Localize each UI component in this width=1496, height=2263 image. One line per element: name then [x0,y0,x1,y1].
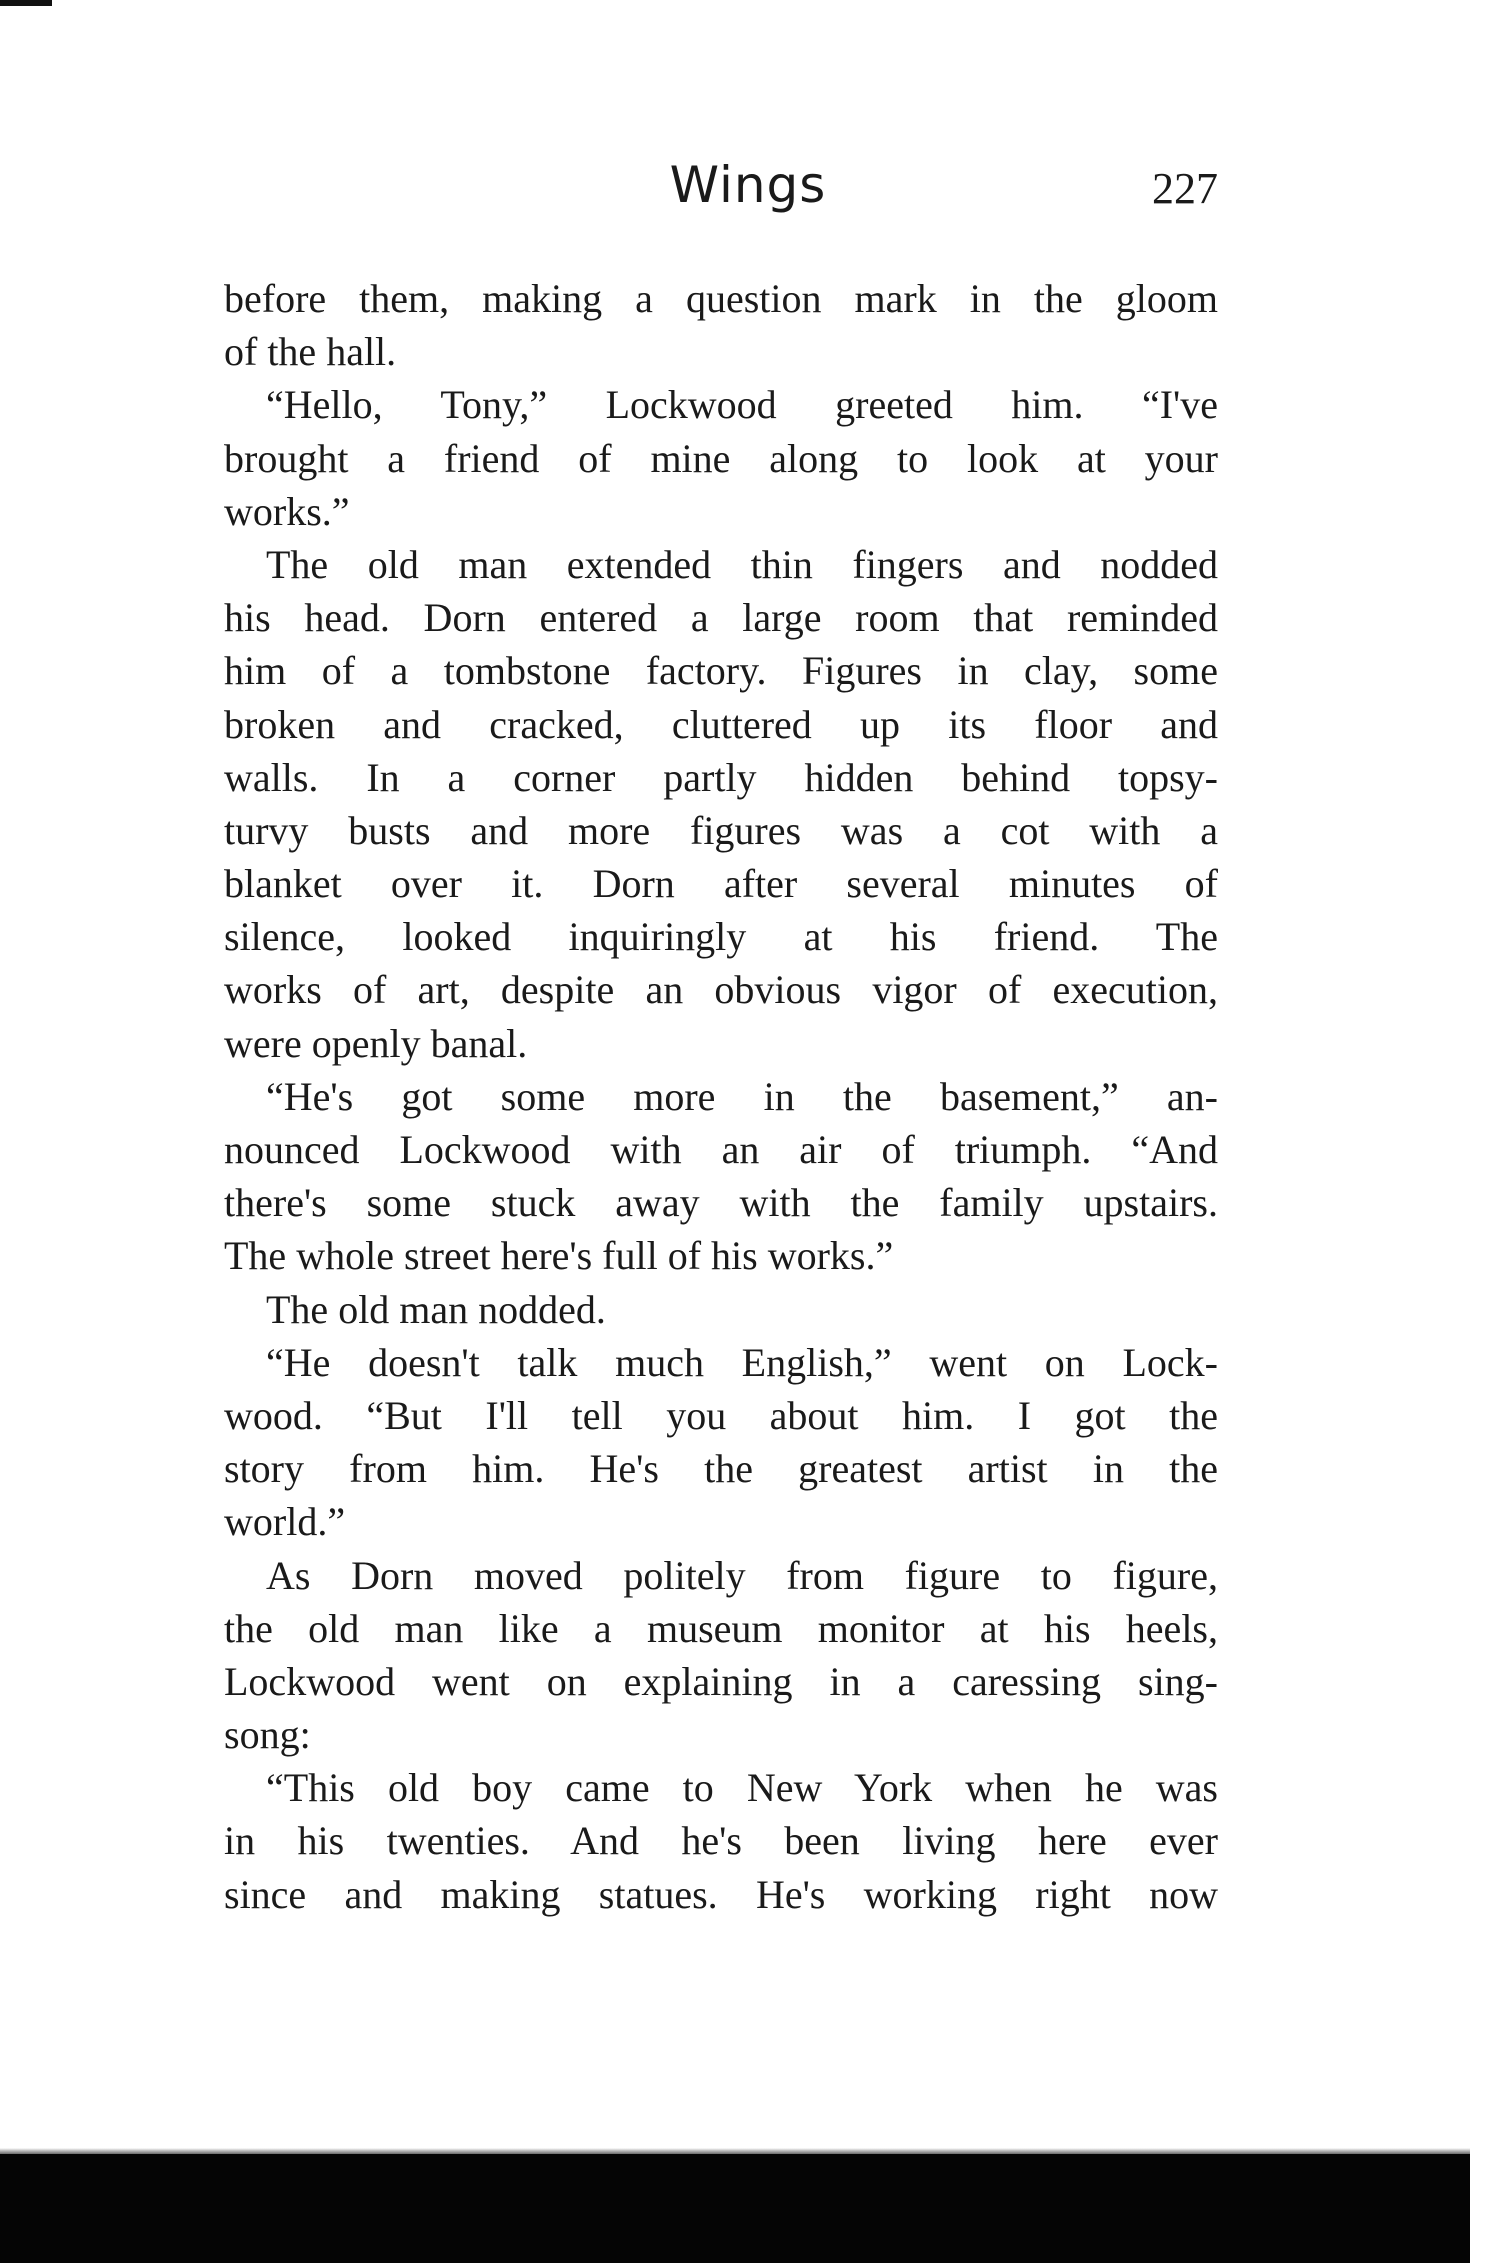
text-line: before them, making a question mark in the gloom [224,276,1218,321]
running-head [0,150,1496,220]
text-line: works of art, despite an obvious vigor of execution, [224,967,1218,1013]
text-line: “He's got some more in the basement,” an- [266,1073,1218,1119]
text-line: nounced Lockwood with an air of triumph. “And [224,1127,1218,1172]
text-line: “He doesn't talk much English,” went on Lock- [266,1339,1218,1385]
page-number: 227 [1152,164,1218,213]
text-line: The old man extended thin fingers and nodded [266,541,1218,587]
text-line: there's some stuck away with the family upstairs. [224,1180,1218,1226]
text-line: were openly banal. [224,1020,528,1066]
text-line: blanket over it. Dorn after several minutes of [224,861,1218,907]
text-line: The whole street here's full of his works.” [224,1233,894,1279]
text-line: “This old boy came to New York when he was [266,1765,1218,1811]
paragraph [224,1283,1218,1336]
text-line: turvy busts and more figures was a cot with a [224,807,1218,853]
text-line: him of a tombstone factory. Figures in clay, some [224,648,1218,694]
text-line: the old man like a museum monitor at his heels, [224,1605,1218,1651]
text-line: brought a friend of mine along to look at your [224,435,1218,481]
body-text [224,272,1218,1921]
paragraph [224,378,1218,538]
text-line: since and making statues. He's working right now [224,1871,1218,1917]
scan-corner-mark [0,0,52,6]
text-line: silence, looked inquiringly at his friend. The [224,914,1218,960]
text-line: his head. Dorn entered a large room that reminded [224,595,1218,641]
text-line: song: [224,1712,311,1758]
scan-bottom-bar [0,2154,1470,2263]
text-line: Lockwood went on explaining in a caressing sing- [224,1658,1218,1704]
text-line: The old man nodded. [266,1286,606,1332]
paragraph [224,272,1218,378]
text-line: “Hello, Tony,” Lockwood greeted him. “I've [266,382,1218,428]
text-line: world.” [224,1499,346,1545]
text-line: broken and cracked, cluttered up its floor and [224,701,1218,747]
text-line: story from him. He's the greatest artist in the [224,1446,1218,1492]
text-line: in his twenties. And he's been living here ever [224,1818,1218,1864]
text-line: walls. In a corner partly hidden behind topsy- [224,754,1218,800]
paragraph [224,1549,1218,1762]
paragraph [224,1336,1218,1549]
running-title: Wings [669,156,827,214]
text-line: of the hall. [224,329,397,375]
text-line: As Dorn moved politely from figure to figure, [266,1552,1218,1598]
paragraph [224,538,1218,1070]
paragraph [224,1761,1218,1921]
text-line: works.” [224,488,350,534]
text-line: wood. “But I'll tell you about him. I got the [224,1392,1218,1438]
paragraph [224,1070,1218,1283]
